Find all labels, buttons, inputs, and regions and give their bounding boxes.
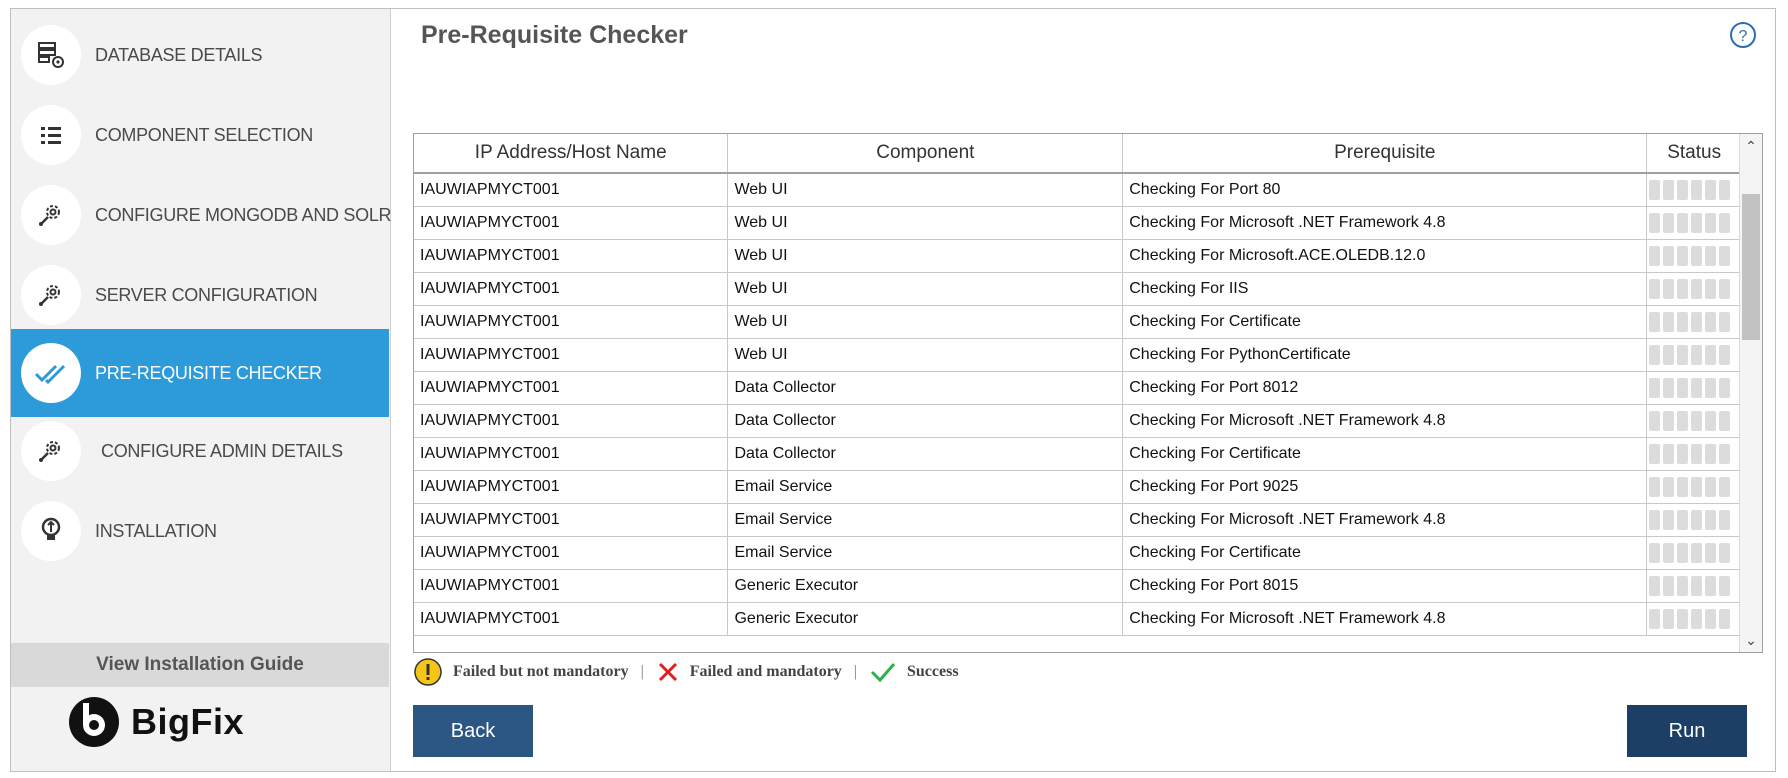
table-row[interactable] (414, 339, 1742, 372)
cell-component: Web UI (728, 207, 1123, 240)
status-pip (1705, 279, 1716, 299)
cell-status (1647, 603, 1742, 636)
installer-window (10, 8, 1776, 772)
sidebar-item-label: SERVER CONFIGURATION (95, 284, 318, 305)
status-pip (1677, 378, 1688, 398)
table-body (414, 173, 1742, 636)
status-pip (1649, 543, 1660, 563)
gear-icon (36, 436, 66, 466)
cell-host: IAUWIAPMYCT001 (414, 306, 728, 339)
status-pip (1719, 180, 1730, 200)
status-loading-indicator (1649, 510, 1741, 530)
status-pip (1705, 213, 1716, 233)
cell-prerequisite: Checking For Certificate (1123, 438, 1647, 471)
prerequisite-table (413, 133, 1763, 653)
table-row[interactable] (414, 207, 1742, 240)
sidebar-item-installation[interactable] (11, 487, 389, 575)
help-icon (1729, 21, 1757, 49)
cell-host: IAUWIAPMYCT001 (414, 372, 728, 405)
status-pip (1649, 213, 1660, 233)
cell-host: IAUWIAPMYCT001 (414, 471, 728, 504)
column-header-prerequisite[interactable]: Prerequisite (1123, 134, 1647, 173)
table-scrollbar[interactable] (1739, 134, 1762, 652)
status-pip (1663, 543, 1674, 563)
status-pip (1663, 576, 1674, 596)
nav-icon-circle (21, 185, 81, 245)
legend-failed (656, 660, 842, 684)
status-pip (1719, 510, 1730, 530)
status-pip (1705, 378, 1716, 398)
status-loading-indicator (1649, 246, 1741, 266)
cell-prerequisite: Checking For Port 80 (1123, 173, 1647, 207)
cell-component: Generic Executor (728, 603, 1123, 636)
status-pip (1705, 444, 1716, 464)
table-row[interactable] (414, 173, 1742, 207)
database-settings-icon (36, 40, 66, 70)
status-pip (1677, 411, 1688, 431)
checkmark-icon (869, 660, 897, 684)
column-header-host[interactable]: IP Address/Host Name (414, 134, 728, 173)
status-pip (1691, 180, 1702, 200)
nav-icon-circle (21, 421, 81, 481)
status-pip (1705, 609, 1716, 629)
status-pip (1691, 576, 1702, 596)
cell-component: Generic Executor (728, 570, 1123, 603)
status-pip (1691, 246, 1702, 266)
cell-status (1647, 471, 1742, 504)
nav-icon-circle (21, 25, 81, 85)
legend-separator: | (853, 663, 857, 680)
close-icon (656, 660, 680, 684)
cell-status (1647, 273, 1742, 306)
sidebar-item-configure-mongodb-solr[interactable] (11, 171, 392, 259)
cell-prerequisite: Checking For Port 8015 (1123, 570, 1647, 603)
status-pip (1705, 411, 1716, 431)
column-header-status[interactable]: Status (1647, 134, 1742, 173)
scroll-thumb[interactable] (1742, 194, 1760, 340)
status-pip (1649, 444, 1660, 464)
cell-host: IAUWIAPMYCT001 (414, 240, 728, 273)
status-pip (1691, 345, 1702, 365)
status-pip (1649, 411, 1660, 431)
bigfix-logo (67, 695, 244, 749)
table-row[interactable] (414, 537, 1742, 570)
svg-text:?: ? (1738, 28, 1748, 45)
scroll-up-arrow-icon[interactable]: ⌃ (1745, 137, 1757, 154)
status-pip (1663, 246, 1674, 266)
status-pip (1663, 378, 1674, 398)
status-pip (1649, 180, 1660, 200)
table-row[interactable] (414, 471, 1742, 504)
status-pip (1691, 477, 1702, 497)
status-pip (1719, 378, 1730, 398)
status-pip (1677, 180, 1688, 200)
cell-prerequisite: Checking For Microsoft .NET Framework 4.8 (1123, 504, 1647, 537)
gear-icon (36, 200, 66, 230)
status-loading-indicator (1649, 180, 1741, 200)
cell-prerequisite: Checking For Port 9025 (1123, 471, 1647, 504)
cell-prerequisite: Checking For Port 8012 (1123, 372, 1647, 405)
gear-icon (36, 280, 66, 310)
status-pip (1649, 345, 1660, 365)
status-pip (1663, 312, 1674, 332)
cell-host: IAUWIAPMYCT001 (414, 603, 728, 636)
sidebar-item-configure-admin-details[interactable] (11, 407, 389, 495)
nav-icon-circle (21, 105, 81, 165)
scroll-down-arrow-icon[interactable]: ⌄ (1745, 631, 1757, 648)
cell-prerequisite: Checking For Microsoft.ACE.OLEDB.12.0 (1123, 240, 1647, 273)
sidebar-item-label: DATABASE DETAILS (95, 44, 263, 65)
cell-status (1647, 339, 1742, 372)
status-pip (1677, 609, 1688, 629)
status-pip (1705, 477, 1716, 497)
status-pip (1719, 312, 1730, 332)
status-loading-indicator (1649, 444, 1741, 464)
table-row[interactable] (414, 273, 1742, 306)
table-row[interactable] (414, 603, 1742, 636)
sidebar-item-label: PRE-REQUISITE CHECKER (95, 362, 322, 383)
sidebar-item-label: CONFIGURE ADMIN DETAILS (101, 440, 343, 461)
status-pip (1719, 477, 1730, 497)
status-pip (1691, 213, 1702, 233)
cell-component: Web UI (728, 273, 1123, 306)
status-pip (1691, 510, 1702, 530)
run-button[interactable]: Run (1627, 705, 1747, 757)
status-pip (1719, 345, 1730, 365)
cell-prerequisite: Checking For Microsoft .NET Framework 4.8 (1123, 207, 1647, 240)
status-loading-indicator (1649, 477, 1741, 497)
sidebar-item-label: COMPONENT SELECTION (95, 124, 313, 145)
status-pip (1691, 609, 1702, 629)
cell-status (1647, 570, 1742, 603)
status-pip (1677, 279, 1688, 299)
status-pip (1677, 246, 1688, 266)
install-bulb-icon (37, 516, 65, 546)
sidebar-item-label: CONFIGURE MONGODB AND SOLR (95, 204, 392, 225)
legend-warning (413, 657, 629, 687)
cell-component: Web UI (728, 339, 1123, 372)
back-button[interactable]: Back (413, 705, 533, 757)
status-pip (1663, 510, 1674, 530)
cell-prerequisite: Checking For IIS (1123, 273, 1647, 306)
status-pip (1719, 543, 1730, 563)
help-button[interactable] (1729, 21, 1757, 54)
cell-status (1647, 405, 1742, 438)
status-pip (1649, 510, 1660, 530)
cell-status (1647, 306, 1742, 339)
status-loading-indicator (1649, 213, 1741, 233)
status-pip (1649, 378, 1660, 398)
prerequisite-grid (414, 134, 1742, 636)
cell-host: IAUWIAPMYCT001 (414, 438, 728, 471)
status-pip (1649, 246, 1660, 266)
list-icon (37, 121, 65, 149)
status-pip (1663, 609, 1674, 629)
status-loading-indicator (1649, 279, 1741, 299)
status-pip (1677, 444, 1688, 464)
cell-component: Web UI (728, 173, 1123, 207)
view-installation-guide-link[interactable]: View Installation Guide (11, 643, 389, 687)
sidebar-item-label: INSTALLATION (95, 520, 217, 541)
status-pip (1719, 279, 1730, 299)
cell-component: Data Collector (728, 405, 1123, 438)
status-pip (1663, 444, 1674, 464)
sidebar-item-component-selection[interactable] (11, 91, 389, 179)
cell-prerequisite: Checking For Microsoft .NET Framework 4.8 (1123, 405, 1647, 438)
status-pip (1691, 411, 1702, 431)
status-pip (1705, 345, 1716, 365)
double-check-icon (32, 358, 70, 388)
column-header-component[interactable]: Component (728, 134, 1123, 173)
status-pip (1663, 477, 1674, 497)
cell-prerequisite: Checking For Certificate (1123, 306, 1647, 339)
status-pip (1705, 576, 1716, 596)
main-content (391, 9, 1775, 771)
table-row[interactable] (414, 372, 1742, 405)
status-pip (1649, 312, 1660, 332)
cell-host: IAUWIAPMYCT001 (414, 207, 728, 240)
table-row[interactable] (414, 438, 1742, 471)
status-pip (1649, 576, 1660, 596)
sidebar (11, 9, 391, 771)
status-pip (1719, 444, 1730, 464)
page-title: Pre-Requisite Checker (421, 21, 688, 49)
table-header-row (414, 134, 1742, 173)
cell-status (1647, 207, 1742, 240)
status-pip (1649, 609, 1660, 629)
status-pip (1691, 444, 1702, 464)
status-pip (1663, 213, 1674, 233)
sidebar-item-server-configuration[interactable] (11, 251, 389, 339)
status-pip (1677, 345, 1688, 365)
cell-component: Email Service (728, 471, 1123, 504)
status-loading-indicator (1649, 378, 1741, 398)
cell-host: IAUWIAPMYCT001 (414, 504, 728, 537)
status-pip (1719, 411, 1730, 431)
legend-separator: | (640, 663, 644, 680)
status-pip (1691, 543, 1702, 563)
table-row[interactable] (414, 405, 1742, 438)
legend-failed-label: Failed and mandatory (689, 663, 842, 680)
status-pip (1705, 180, 1716, 200)
cell-status (1647, 240, 1742, 273)
status-pip (1719, 576, 1730, 596)
status-loading-indicator (1649, 609, 1741, 629)
status-pip (1663, 345, 1674, 365)
status-pip (1719, 609, 1730, 629)
cell-host: IAUWIAPMYCT001 (414, 173, 728, 207)
legend-warning-label: Failed but not mandatory (453, 663, 629, 680)
status-pip (1677, 510, 1688, 530)
table-row[interactable] (414, 570, 1742, 603)
status-loading-indicator (1649, 312, 1741, 332)
cell-prerequisite: Checking For PythonCertificate (1123, 339, 1647, 372)
status-pip (1663, 180, 1674, 200)
legend-success (869, 660, 959, 684)
nav-icon-circle (21, 343, 81, 403)
cell-status (1647, 504, 1742, 537)
cell-component: Data Collector (728, 438, 1123, 471)
status-pip (1677, 213, 1688, 233)
cell-host: IAUWIAPMYCT001 (414, 570, 728, 603)
status-legend (413, 657, 959, 687)
status-loading-indicator (1649, 411, 1741, 431)
warning-icon (413, 657, 443, 687)
status-loading-indicator (1649, 543, 1741, 563)
status-pip (1705, 543, 1716, 563)
status-pip (1705, 246, 1716, 266)
status-pip (1649, 477, 1660, 497)
status-pip (1677, 576, 1688, 596)
cell-status (1647, 372, 1742, 405)
status-pip (1677, 543, 1688, 563)
cell-component: Web UI (728, 306, 1123, 339)
nav-icon-circle (21, 501, 81, 561)
legend-success-label: Success (907, 663, 959, 680)
cell-host: IAUWIAPMYCT001 (414, 339, 728, 372)
nav-icon-circle (21, 265, 81, 325)
bigfix-logo-icon (67, 695, 121, 749)
status-loading-indicator (1649, 576, 1741, 596)
cell-component: Email Service (728, 537, 1123, 570)
table-row[interactable] (414, 504, 1742, 537)
cell-component: Web UI (728, 240, 1123, 273)
status-pip (1705, 312, 1716, 332)
cell-status (1647, 173, 1742, 207)
cell-host: IAUWIAPMYCT001 (414, 405, 728, 438)
cell-component: Data Collector (728, 372, 1123, 405)
cell-host: IAUWIAPMYCT001 (414, 537, 728, 570)
status-pip (1649, 279, 1660, 299)
sidebar-item-database-details[interactable] (11, 11, 389, 99)
status-pip (1691, 378, 1702, 398)
cell-host: IAUWIAPMYCT001 (414, 273, 728, 306)
cell-prerequisite: Checking For Microsoft .NET Framework 4.8 (1123, 603, 1647, 636)
status-pip (1663, 279, 1674, 299)
status-pip (1677, 477, 1688, 497)
cell-prerequisite: Checking For Certificate (1123, 537, 1647, 570)
status-pip (1677, 312, 1688, 332)
logo-wordmark: BigFix (131, 701, 245, 742)
cell-status (1647, 537, 1742, 570)
table-row[interactable] (414, 306, 1742, 339)
status-pip (1691, 312, 1702, 332)
cell-component: Email Service (728, 504, 1123, 537)
sidebar-item-prerequisite-checker[interactable] (11, 329, 389, 417)
status-pip (1663, 411, 1674, 431)
cell-status (1647, 438, 1742, 471)
status-pip (1719, 246, 1730, 266)
table-row[interactable] (414, 240, 1742, 273)
status-pip (1691, 279, 1702, 299)
status-pip (1719, 213, 1730, 233)
status-pip (1705, 510, 1716, 530)
status-loading-indicator (1649, 345, 1741, 365)
